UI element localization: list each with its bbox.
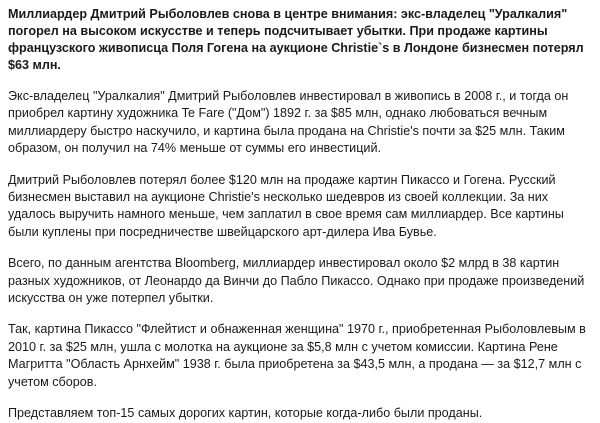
article-paragraph-3: Всего, по данным агентства Bloomberg, миллиардер инвестировал около $2 млрд в 38 картин разных художников, от Леонардо да Винчи до Пабло Пикассо. Однако при продаже произведений искусства он уже потерпел убытки. — [8, 256, 585, 306]
article-lead: Миллиардер Дмитрий Рыболовлев снова в центре внимания: экс-владелец "Уралкалия" погорел на высоком искусстве и теперь подсчитывает убытки. При продаже картины французского живописца Поля Гогена на аукционе Christie`s в Лондоне бизнесмен потерял $63 млн. — [8, 7, 584, 72]
article-paragraph-4: Так, картина Пикассо "Флейтист и обнаженная женщина" 1970 г., приобретенная Рыболовлевым в 2010 г. за $25 млн, ушла с молотка на аукционе за $5,8 млн с учетом комиссии. Картина Рене Магритта "Область Арнхейм" 1938 г. была приобретена за $43,5 млн, а продана — за $12,7 млн с учетом сборов. — [8, 322, 586, 389]
article-paragraph-2: Дмитрий Рыболовлев потерял более $120 млн на продаже картин Пикассо и Гогена. Русский бизнесмен выставил на аукционе Christie's несколько шедевров из своей коллекции. За них удалось выручить намного меньше, чем заплатил в свое время сам миллиардер. Все картины были куплены при посредничестве швейцарского арт-дилера Ива Бувье. — [8, 172, 564, 239]
article-paragraph-1: Экс-владелец "Уралкалия" Дмитрий Рыболовлев инвестировал в живопись в 2008 г., и тогда он приобрел картину художника Te Fare ("Дом") 1892 г. за $85 млн, однако любоваться вечным миллиардеру быстро наскучило, и картина была продана на Christie's почти за $25 млн. Таким образом, он получил на 74% меньше от суммы его инвестиций. — [8, 89, 569, 156]
article-paragraph-5: Представляем топ-15 самых дорогих картин, которые когда-либо были проданы. — [8, 406, 483, 421]
